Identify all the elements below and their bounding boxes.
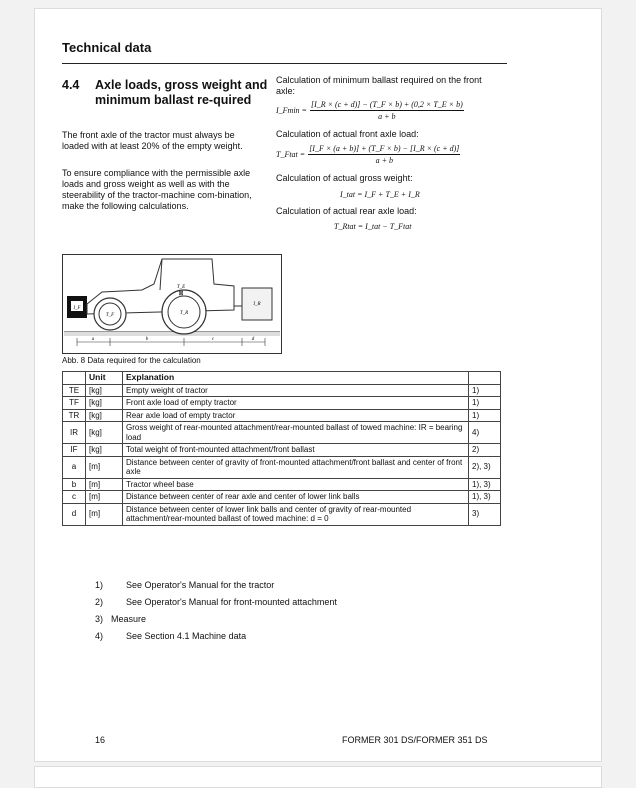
header-rule <box>62 63 507 64</box>
table-row <box>63 422 501 444</box>
eq2-lhs: T_Ftat = <box>276 150 306 159</box>
label-d: d <box>251 337 255 342</box>
table-cell-note: 1) <box>469 409 501 422</box>
table-cell-symbol: a <box>63 456 86 478</box>
eq2-denominator: a + b <box>375 156 393 165</box>
calc-min-ballast-label: Calculation of minimum ballast required on the front axle: <box>276 75 482 96</box>
table-row <box>63 397 501 410</box>
table-cell-note: 2), 3) <box>469 456 501 478</box>
calc-front-axle-label: Calculation of actual front axle load: <box>276 129 419 139</box>
table-row <box>63 478 501 491</box>
calculation-data-table <box>62 371 501 526</box>
label-b: b <box>145 337 149 342</box>
table-row <box>63 503 501 525</box>
paragraph-front-axle: The front axle of the tractor must always be loaded with at least 20% of the empty weight. <box>62 130 243 151</box>
table-cell-symbol: c <box>63 491 86 504</box>
ground-hatch <box>64 332 280 336</box>
footnote-text: Measure <box>111 614 147 624</box>
footnote-number: 3) <box>95 614 104 624</box>
table-cell-symbol: TR <box>63 409 86 422</box>
label-te: T_E <box>176 285 186 290</box>
table-row <box>63 384 501 397</box>
label-ir: I_R <box>253 302 261 307</box>
table-cell-symbol: TF <box>63 397 86 410</box>
table-cell-note: 3) <box>469 503 501 525</box>
figure-caption: Abb. 8 Data required for the calculation <box>62 356 201 365</box>
section-title: Axle loads, gross weight and minimum ballast re-quired <box>95 78 268 107</box>
table-cell-explanation: Distance between center of lower link balls and center of gravity of rear-mounted attachment/rear-mounted ballast of towed machine: d = 0 <box>123 503 469 525</box>
table-cell-explanation: Distance between center of gravity of front-mounted attachment/front ballast and center of front axle <box>123 456 469 478</box>
table-cell-unit: [kg] <box>86 397 123 410</box>
label-tf: T_F <box>105 313 115 318</box>
table-row <box>63 444 501 457</box>
table-header-row <box>63 372 501 385</box>
equation-min-ballast <box>276 100 506 121</box>
next-page-edge <box>34 766 602 788</box>
footnote-number: 4) <box>95 631 104 641</box>
table-cell-explanation: Total weight of front-mounted attachment/front ballast <box>123 444 469 457</box>
table-header-explanation: Explanation <box>123 372 469 385</box>
equation-gross-weight: I_tat = I_F + T_E + I_R <box>340 190 420 199</box>
table-header-note <box>469 372 501 385</box>
eq1-numerator: [I_R × (c + d)] − (T_F × b) + (0,2 × T_E × b) <box>310 100 463 109</box>
table-cell-note: 4) <box>469 422 501 444</box>
table-cell-unit: [m] <box>86 478 123 491</box>
table-cell-unit: [m] <box>86 503 123 525</box>
table-cell-note: 1), 3) <box>469 491 501 504</box>
table-cell-note: 1) <box>469 397 501 410</box>
footer-model: FORMER 301 DS/FORMER 351 DS <box>342 735 488 745</box>
section-number: 4.4 <box>62 78 80 92</box>
footnote-number: 1) <box>95 580 104 590</box>
eq1-lhs: I_Fmin = <box>276 106 307 115</box>
page-number: 16 <box>95 735 106 745</box>
tractor-diagram <box>62 254 282 354</box>
table-cell-explanation: Rear axle load of empty tractor <box>123 409 469 422</box>
table-cell-unit: [kg] <box>86 422 123 444</box>
table-row <box>63 491 501 504</box>
eq1-denominator: a + b <box>378 112 396 121</box>
label-a: a <box>91 337 95 342</box>
footnote-text: See Section 4.1 Machine data <box>126 631 247 641</box>
paragraph-compliance: To ensure compliance with the permissible axle loads and gross weight as well as with the steerability of the tractor-machine com-bination, make the following calculations. <box>62 168 252 211</box>
table-cell-symbol: IR <box>63 422 86 444</box>
table-cell-note: 1) <box>469 384 501 397</box>
cog-marker: ⊠ <box>178 291 184 297</box>
table-cell-explanation: Tractor wheel base <box>123 478 469 491</box>
footnote-number: 2) <box>95 597 104 607</box>
table-cell-note: 2) <box>469 444 501 457</box>
footnote-text: See Operator's Manual for front-mounted attachment <box>126 597 337 607</box>
label-c: c <box>211 337 215 342</box>
table-cell-explanation: Distance between center of rear axle and center of lower link balls <box>123 491 469 504</box>
table-cell-symbol: b <box>63 478 86 491</box>
table-header-unit: Unit <box>86 372 123 385</box>
calc-rear-axle-label: Calculation of actual rear axle load: <box>276 206 417 216</box>
table-row <box>63 409 501 422</box>
eq2-numerator: [I_F × (a + b)] + (T_F × b) − [I_R × (c + d)] <box>309 144 460 153</box>
equation-rear-axle: T_Rtat = I_tat − T_Ftat <box>334 222 412 231</box>
table-cell-note: 1), 3) <box>469 478 501 491</box>
footnote-text: See Operator's Manual for the tractor <box>126 580 275 590</box>
calc-gross-weight-label: Calculation of actual gross weight: <box>276 173 413 183</box>
page-header-title: Technical data <box>62 40 152 55</box>
table-cell-symbol: IF <box>63 444 86 457</box>
table-cell-explanation: Front axle load of empty tractor <box>123 397 469 410</box>
table-cell-unit: [m] <box>86 491 123 504</box>
table-cell-explanation: Gross weight of rear-mounted attachment/rear-mounted ballast of towed machine: IR = bearing load <box>123 422 469 444</box>
table-cell-unit: [kg] <box>86 409 123 422</box>
table-row <box>63 456 501 478</box>
table-cell-unit: [m] <box>86 456 123 478</box>
equation-front-axle <box>276 144 506 165</box>
table-cell-symbol: TE <box>63 384 86 397</box>
table-cell-symbol: d <box>63 503 86 525</box>
label-tr: T_R <box>179 311 189 316</box>
table-header-symbol <box>63 372 86 385</box>
table-cell-unit: [kg] <box>86 384 123 397</box>
table-cell-unit: [kg] <box>86 444 123 457</box>
label-if: I_F <box>73 306 81 311</box>
table-cell-explanation: Empty weight of tractor <box>123 384 469 397</box>
